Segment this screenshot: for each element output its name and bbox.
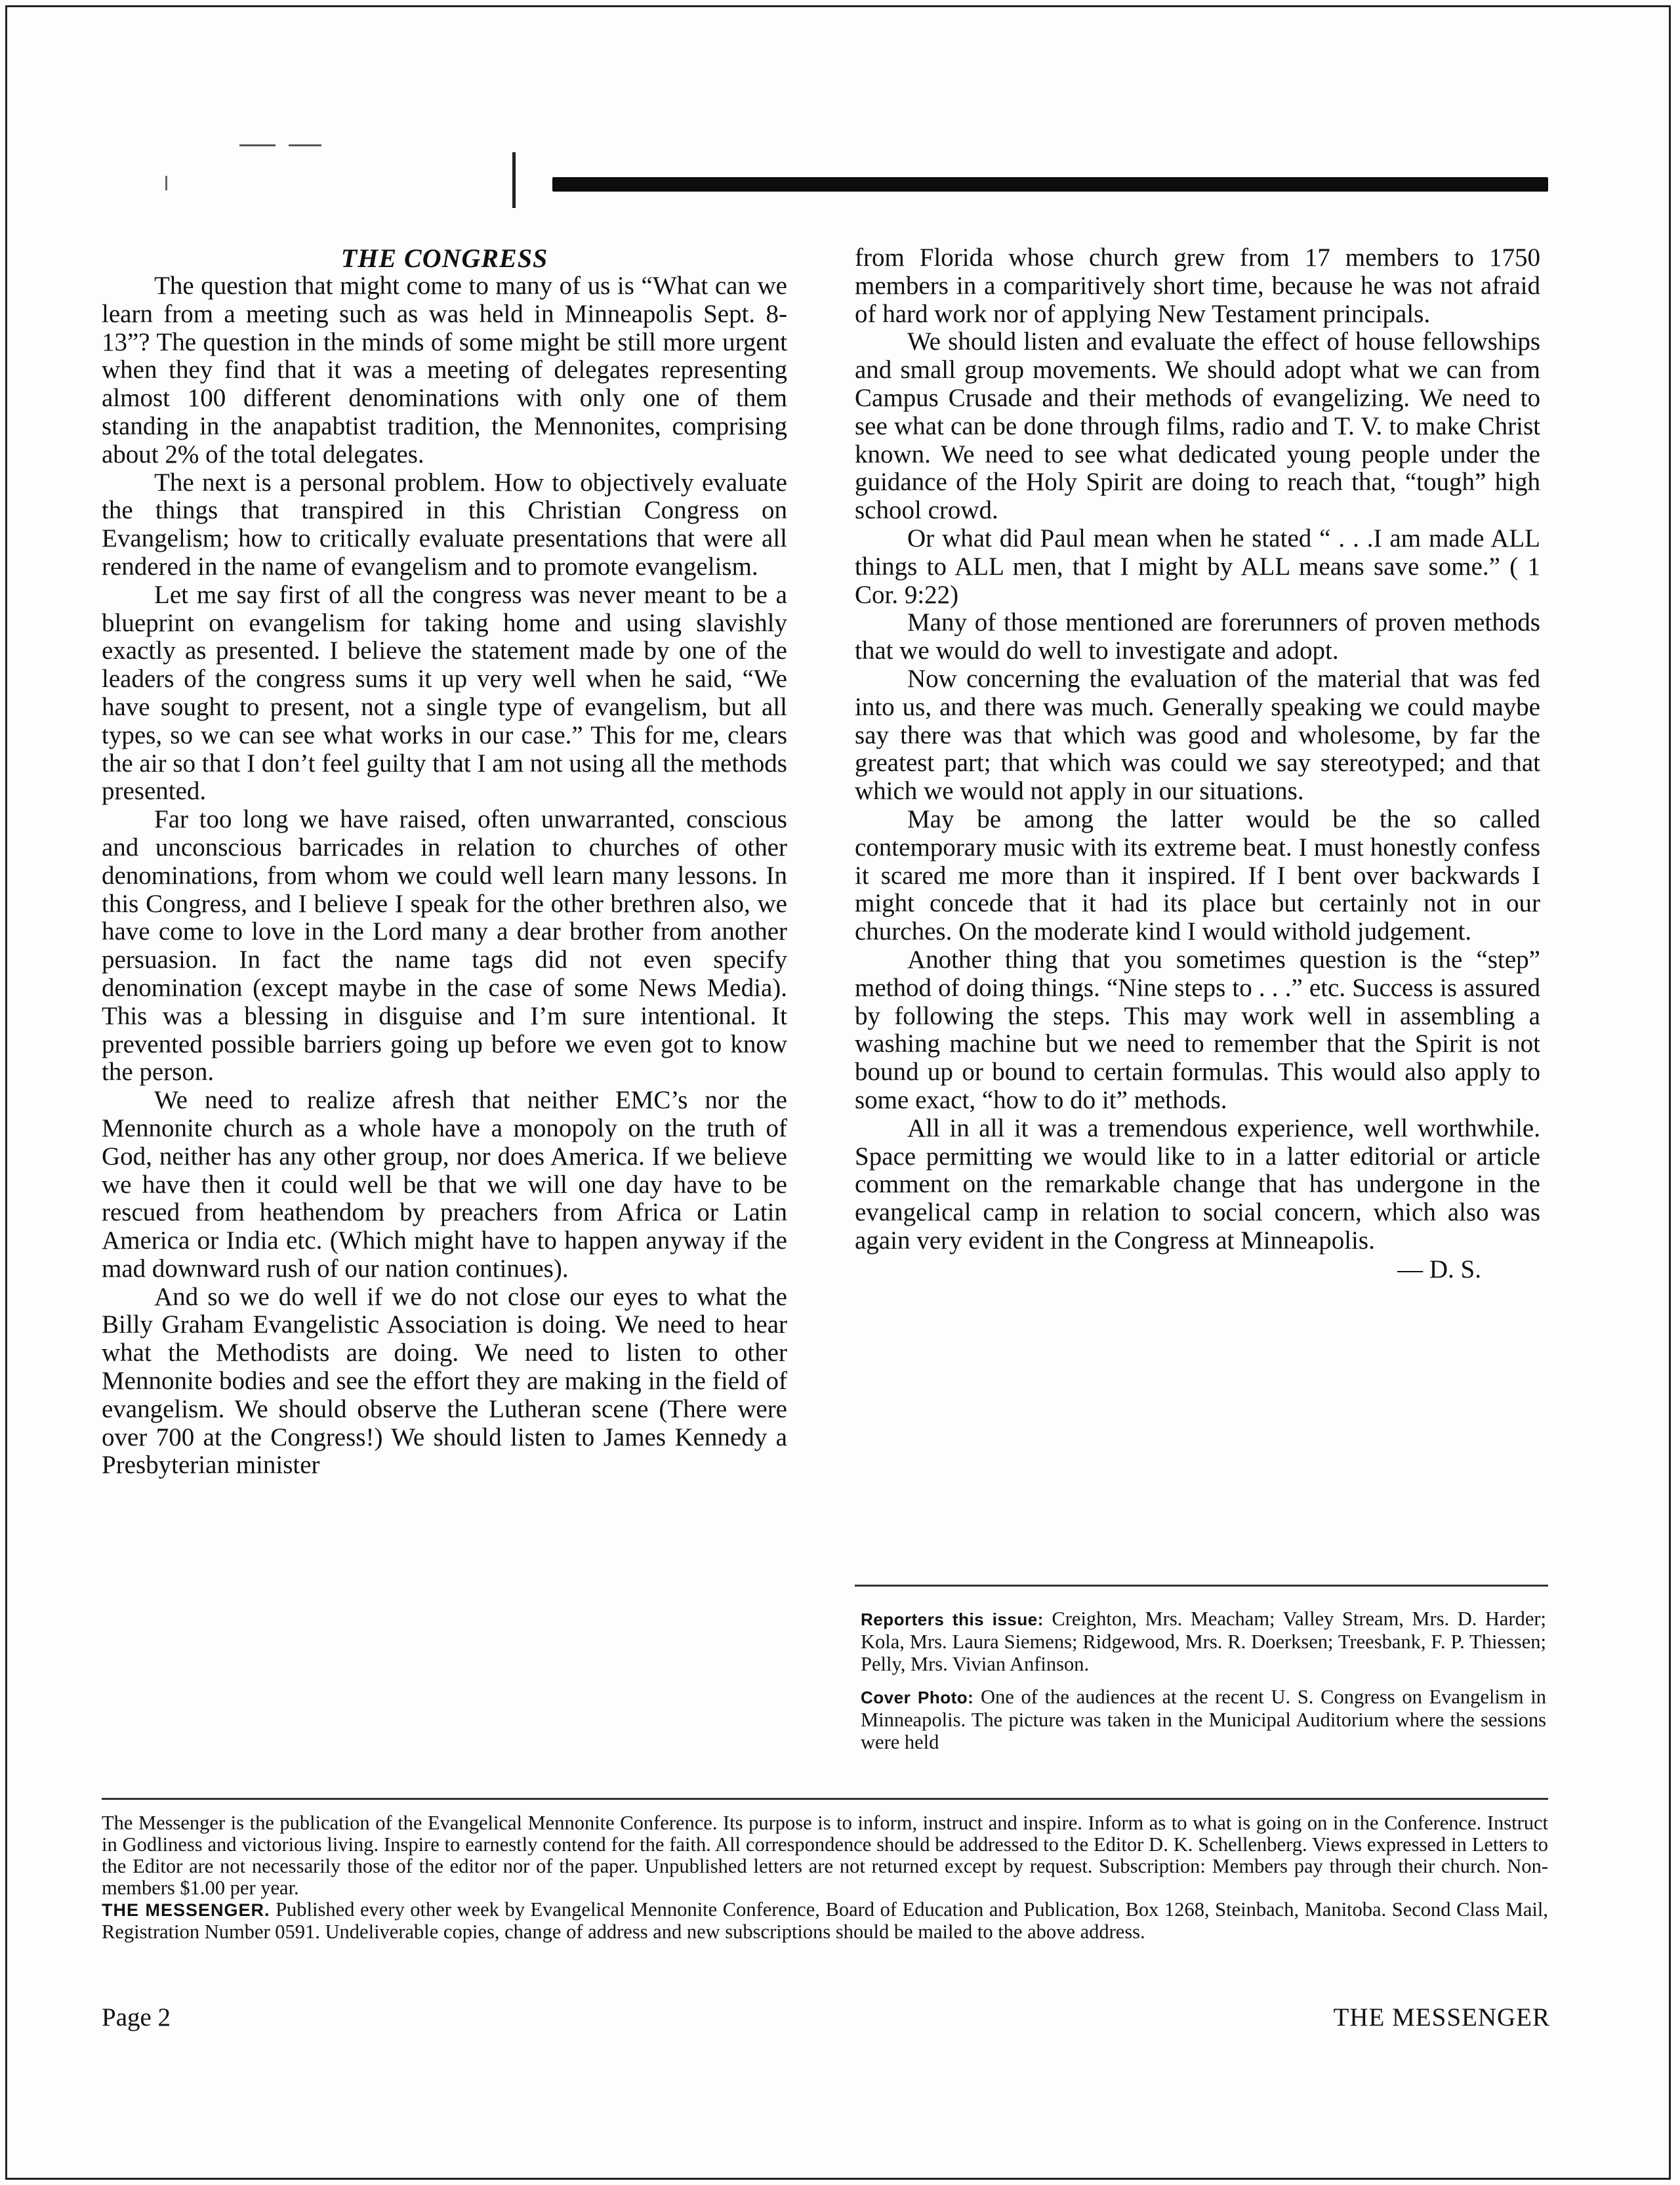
print-mark [289, 144, 321, 146]
article-left-column [102, 244, 787, 1480]
article-paragraph: We should listen and evaluate the effect of house fellowships and small group movements. We should adopt what we can from Campus Crusade and their methods of evangelizing. We need to see what can be done through films, radio and T. V. to make Christ known. We need to see what dedicated young people under the guidance of the Holy Spirit are doing to reach that, “tough” high school crowd. [855, 327, 1540, 525]
cover-photo-text: One of the audiences at the recent U. S. Congress on Evangelism in Minneapolis. The picture was taken in the Municipal Auditorium where the sessions were held [861, 1686, 1546, 1753]
publication-info [102, 1812, 1548, 1943]
publisher-info [102, 1899, 1548, 1943]
page-number: Page 2 [102, 2003, 171, 2031]
cover-photo-note [861, 1686, 1546, 1753]
article-paragraph: May be among the latter would be the so called contemporary music with its extreme beat. I must honestly confess it scared me more than it inspired. If I bent over backwards I might concede that it had its place but certainly not in our churches. On the moderate kind I would withold judgement. [855, 804, 1540, 946]
print-mark [165, 176, 167, 190]
about-text: The Messenger is the publication of the Evangelical Mennonite Conference. Its purpose is to inform, instruct and inspire. Inform as to what is going on in the Conference. Instruct in Godliness and victorious living. Inspire to earnestly contend for the faith. All correspondence should be addressed to the Editor D. K. Schellenberg. Views expressed in Letters to the Editor are not necessarily those of the editor nor of the paper. Unpublished letters are not returned except by request. Subscription: Members pay through their church. Non-members $1.00 per year. [102, 1812, 1548, 1899]
article-paragraph: Let me say first of all the congress was never meant to be a blueprint on evangelism for taking home and using slavishly exactly as presented. I believe the statement made by one of the leaders of the congress sums it up very well when he said, “We have sought to present, not a single type of evangelism, but all types, so we can see what works in our case.” This for me, clears the air so that I don’t feel guilty that I am not using all the methods presented. [102, 580, 787, 806]
footer-divider [102, 1798, 1548, 1800]
publisher-label: THE MESSENGER. [102, 1900, 270, 1920]
author-signature: — D. S. [1397, 1255, 1481, 1283]
article-paragraph: Far too long we have raised, often unwarranted, conscious and unconscious barricades in relation to churches of other denominations, from whom we could well learn many lessons. In this Congress, and I believe I speak for the other brethren also, we have come to love in the Lord many a dear brother from another persuasion. In fact the name tags did not even specify denomination (except maybe in the case of some News Media). This was a blessing in disguise and I’m sure intentional. It prevented possible barriers going up before we even got to know the person. [102, 805, 787, 1087]
article-paragraph: The question that might come to many of us is “What can we learn from a meeting such as was held in Minneapolis Sept. 8-13”? The question in the minds of some might be still more urgent when they find that it was a meeting of delegates representing almost 100 different denominations with only one of them standing in the anapabtist tradition, the Mennonites, comprising about 2% of the total delegates. [102, 272, 787, 468]
article-title: THE CONGRESS [340, 243, 548, 273]
masthead-footer: THE MESSENGER [1333, 2003, 1550, 2031]
article-paragraph: Another thing that you sometimes question is the “step” method of doing things. “Nine steps to . . .” etc. Success is assured by following the steps. This may work well in assembling a washing machine but we need to remember that the Spirit is not bound up or bound to certain formulas. This would also apply to some exact, “how to do it” methods. [855, 945, 1540, 1114]
article-paragraph: We need to realize afresh that neither EMC’s nor the Mennonite church as a whole have a monopoly on the truth of God, neither has any other group, nor does America. If we believe we have then it could well be that we will one day have to be rescued from heathendom by preachers from Africa or Latin America or India etc. (Which might have to happen anyway if the mad downward rush of our nation continues). [102, 1086, 787, 1283]
publisher-text: Published every other week by Evangelical Mennonite Conference, Board of Education and Publication, Box 1268, Steinbach, Manitoba. Second Class Mail, Registration Number 0591. Undeliverable copies, change of address and new subscriptions should be mailed to the above address. [102, 1898, 1549, 1943]
reporters-text: Creighton, Mrs. Meacham; Valley Stream, Mrs. D. Harder; Kola, Mrs. Laura Siemens; Ridgewood, Mrs. R. Doerksen; Treesbank, F. P. Thiessen; Pelly, Mrs. Vivian Anfinson. [861, 1608, 1547, 1675]
reporters-note [861, 1608, 1546, 1675]
header-rule [552, 177, 1548, 192]
article-paragraph: Many of those mentioned are forerunners of proven methods that we would do well to investigate and adopt. [855, 608, 1540, 665]
cover-photo-label: Cover Photo: [861, 1688, 974, 1707]
article-right-column [855, 244, 1540, 1284]
article-paragraph: Now concerning the evaluation of the material that was fed into us, and there was much. Generally speaking we could maybe say there was that which was good and wholesome, by far the greatest part; that which was could we say stereotyped; and that which we would not apply in our situations. [855, 664, 1540, 806]
print-mark [239, 144, 276, 146]
reporters-label: Reporters this issue: [861, 1610, 1044, 1629]
article-paragraph: The next is a personal problem. How to objectively evaluate the things that transpired in this Christian Congress on Evangelism; how to critically evaluate presentations that were all rendered in the name of evangelism and to promote evangelism. [102, 468, 787, 581]
notes-divider [855, 1585, 1548, 1587]
article-paragraph: All in all it was a tremendous experience, well worthwhile. Space permitting we would like to in a latter editorial or article comment on the remarkable change that has undergone in the evangelical camp in relation to social concern, which also was again very evident in the Congress at Minneapolis. [855, 1113, 1540, 1255]
article-paragraph: Or what did Paul mean when he stated “ . . .I am made ALL things to ALL men, that I might by ALL means save some.” ( 1 Cor. 9:22) [855, 524, 1540, 609]
issue-notes [861, 1608, 1546, 1764]
header-divider [512, 152, 516, 208]
article-paragraph: And so we do well if we do not close our eyes to what the Billy Graham Evangelistic Association is doing. We need to hear what the Methodists are doing. We need to listen to other Mennonite bodies and see the effort they are making in the field of evangelism. We should observe the Lutheran scene (There were over 700 at the Congress!) We should listen to James Kennedy a Presbyterian minister [102, 1282, 787, 1480]
article-paragraph: from Florida whose church grew from 17 members to 1750 members in a comparitively short time, because he was not afraid of hard work nor of applying New Testament principals. [855, 243, 1540, 328]
